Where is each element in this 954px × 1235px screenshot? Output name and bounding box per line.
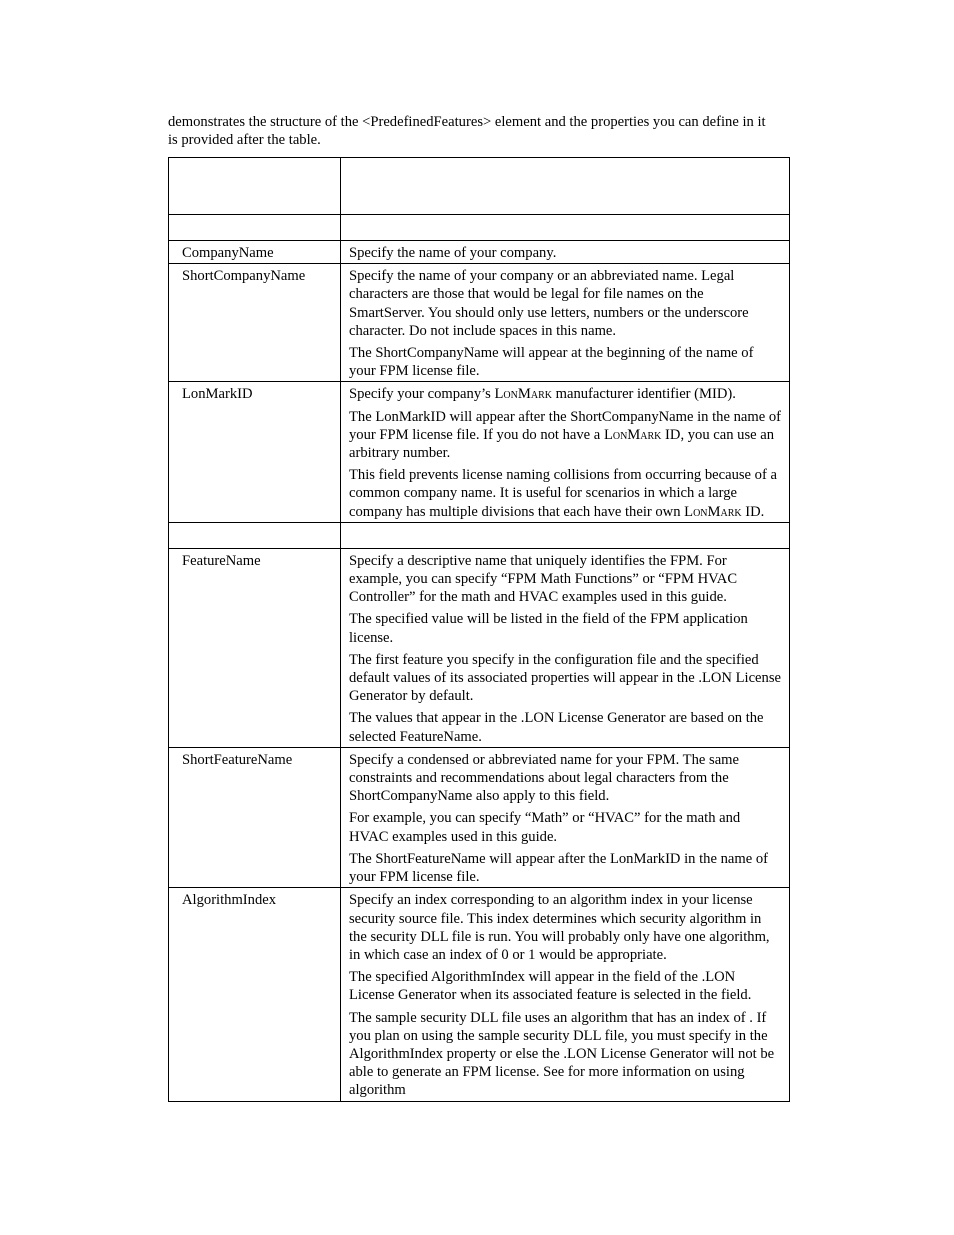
lonmark-trademark: LonMark xyxy=(494,386,552,403)
property-name: ShortFeatureName xyxy=(182,751,293,768)
table-row xyxy=(169,158,790,215)
description-paragraph: The specified value will be listed in the field of the FPM application license. xyxy=(349,611,748,646)
table-row xyxy=(169,264,790,382)
property-description-cell xyxy=(341,158,790,215)
property-description-cell xyxy=(341,888,790,1101)
table-row xyxy=(169,888,790,1101)
lonmark-trademark: LonMark xyxy=(603,426,662,443)
properties-table xyxy=(168,157,790,1102)
description-paragraph: Specify a descriptive name that uniquely identifies the FPM. For example, you can specify “FPM Math Functions” or “FPM HVAC Controller” for the math and HVAC examples used in this guide. xyxy=(349,552,738,606)
description-paragraph: This field prevents license naming collisions from occurring because of a common company name. It is useful for scenarios in which a large company has multiple divisions that each have their own LonMark ID. xyxy=(349,467,777,520)
property-description-cell xyxy=(341,241,790,264)
description-paragraph: The ShortCompanyName will appear at the beginning of the name of your FPM license file. xyxy=(349,345,754,380)
lonmark-trademark: LonMark xyxy=(684,503,742,520)
property-name-cell xyxy=(169,888,341,1101)
property-name: ShortCompanyName xyxy=(182,268,306,285)
property-description-cell xyxy=(341,215,790,241)
table-row xyxy=(169,241,790,264)
property-name-cell xyxy=(169,747,341,887)
intro-line-2: is provided after the table. xyxy=(168,132,321,149)
property-name: FeatureName xyxy=(182,552,261,569)
property-name-cell xyxy=(169,158,341,215)
properties-table-body xyxy=(169,158,790,1102)
description-paragraph: Specify the name of your company or an abbreviated name. Legal characters are those that would be legal for file names on the SmartServer. You should only use letters, numbers or the underscore character. Do not include spaces in this name. xyxy=(349,268,749,339)
property-name-cell xyxy=(169,548,341,747)
description-paragraph: The ShortFeatureName will appear after the LonMarkID in the name of your FPM license file. xyxy=(349,850,769,886)
property-name: LonMarkID xyxy=(182,386,253,403)
property-name-cell xyxy=(169,241,341,264)
table-row xyxy=(169,548,790,747)
table-row xyxy=(169,215,790,241)
property-description-cell xyxy=(341,382,790,522)
intro-paragraph xyxy=(168,113,818,149)
description-paragraph: The first feature you specify in the configuration file and the specified default values of its associated properties will appear in the .LON License Generator by default. xyxy=(349,651,781,705)
table-row xyxy=(169,747,790,887)
property-name-cell xyxy=(169,264,341,382)
table-row xyxy=(169,522,790,548)
description-paragraph: Specify the name of your company. xyxy=(349,245,557,261)
description-paragraph: The values that appear in the .LON License Generator are based on the selected FeatureName. xyxy=(349,710,764,745)
property-description-cell xyxy=(341,522,790,548)
description-paragraph: The specified AlgorithmIndex will appear in the field of the .LON License Generator when its associated feature is selected in the field. xyxy=(349,969,752,1004)
description-paragraph: The LonMarkID will appear after the ShortCompanyName in the name of your FPM license file. If you do not have a LonMark ID, you can use an arbitrary number. xyxy=(349,408,781,462)
intro-line-1: demonstrates the structure of the <PredefinedFeatures> element and the properties you can define in it xyxy=(168,114,766,130)
property-name-cell xyxy=(169,215,341,241)
property-description-cell xyxy=(341,548,790,747)
description-paragraph: Specify a condensed or abbreviated name for your FPM. The same constraints and recommendations about legal characters from the ShortCompanyName also apply to this field. xyxy=(349,751,739,805)
property-name-cell xyxy=(169,382,341,522)
description-paragraph: The sample security DLL file uses an algorithm that has an index of . If you plan on using the sample security DLL file, you must specify in the AlgorithmIndex property or else the .LON License Generator will not be able to generate an FPM license. See for more information on using algorithm xyxy=(349,1009,775,1099)
description-paragraph: Specify your company’s LonMark manufacturer identifier (MID). xyxy=(349,386,736,403)
property-name: CompanyName xyxy=(182,245,274,261)
description-paragraph: For example, you can specify “Math” or “HVAC” for the math and HVAC examples used in this guide. xyxy=(349,810,741,845)
table-row xyxy=(169,382,790,522)
property-description-cell xyxy=(341,747,790,887)
property-name: AlgorithmIndex xyxy=(182,892,277,909)
property-description-cell xyxy=(341,264,790,382)
description-paragraph: Specify an index corresponding to an algorithm index in your license security source file. This index determines which security algorithm in the security DLL file is run. You will probably only have one algorithm, in which case an index of 0 or 1 would be appropriate. xyxy=(349,892,770,963)
property-name-cell xyxy=(169,522,341,548)
